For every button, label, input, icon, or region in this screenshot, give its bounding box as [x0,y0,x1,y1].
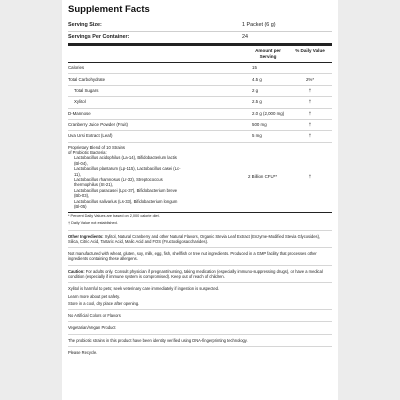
nutrient-row [68,120,332,131]
caution-statement [68,269,332,280]
nutrient-name: Total Sugars [74,87,99,93]
other-ingredients [68,234,332,245]
nutrient-row [68,109,332,120]
nutrient-row [68,97,332,108]
strain-line: (Bl-05) [74,204,87,210]
divider [68,230,332,231]
nutrient-row [68,131,332,142]
strain-line: Lactobacillus salivarius (Ls-33), Bifidobacterium longum [74,198,178,204]
nutrient-daily-value: † [308,122,312,128]
blend-amount: 2 Billion CFU** [248,174,278,180]
no-artificial-statement: No Artificial Colors or Flavors [68,313,121,319]
vegan-statement: Vegetarian/Vegan Product [68,325,116,331]
nutrient-row [68,74,332,85]
strain-line: (Bb-03), [74,193,90,199]
strain-line: Lactobacillus acidophilus (La-14), Bifidobacterium lactis [74,155,177,161]
nutrient-amount: 2 g [252,87,259,93]
serving-size-label: Serving Size: [68,22,102,28]
nutrient-amount: 2.0 g (2,000 mg) [252,110,285,116]
nutrient-amount: 5 mg [252,133,262,139]
storage-statement: Store in a cool, dry place after opening. [68,300,140,306]
blend-subtitle: of Probiotic Bacteria: [68,150,107,156]
nutrient-name: Xylitol [74,99,86,105]
serving-size-value: 1 Packet (6 g) [242,22,276,28]
nutrient-daily-value [288,65,332,71]
nutrient-daily-value: † [308,133,312,139]
blend-title: Proprietary Blend of 10 Strains [68,144,126,150]
strain-line: Lactobacillus plantarum (Lp-115), Lactobacillus casei (Lc- [74,166,181,172]
servings-per-container-label: Servings Per Container: [68,34,130,40]
supplement-facts-panel [62,0,338,400]
footnote-daily-value: * Percent Daily Values are based on 2,000 calorie diet. [68,213,160,218]
divider [68,265,332,266]
divider [68,346,332,347]
nutrient-daily-value: † [308,87,312,93]
servings-per-container-value: 24 [242,34,248,40]
panel-title: Supplement Facts [68,4,150,15]
other-ingredients-text: Xylitol, Natural Cranberry and other Natural Flavors, Organic Stevia Leaf Extract (Enzyme-Modified Stevia Glycosides), Silica, Citric Acid, Tartaric Acid, Malic Acid and FOS (Fructooligosaccharides). [68,233,321,244]
divider [68,334,332,335]
divider [68,321,332,322]
nutrient-amount: 15 [252,65,257,71]
divider [68,282,332,283]
nutrient-name: D-Mannose [68,110,91,116]
nutrient-daily-value: † [308,110,312,116]
xylitol-warning: Xylitol is harmful to pets; seek veterinary care immediately if ingestion is suspected. [68,286,220,292]
nutrient-daily-value: 2%* [305,76,315,82]
footnote-not-established: † Daily Value not established. [68,220,118,225]
nutrient-name: Calories [68,65,85,71]
caution-label: Caution: [68,268,85,274]
strain-line: Lactobacillus paracasei (Lpc-37), Bifidobacterium breve [74,187,178,193]
strain-line: thermophilus (St-21), [74,182,114,188]
proprietary-blend-row [68,143,332,213]
recycle-statement: Please Recycle. [68,350,98,356]
nutrient-row [68,86,332,97]
nutrient-name: Uva Ursi Extract (Leaf) [68,133,113,139]
strain-line: 11), [74,171,81,177]
nutrient-row [68,63,332,74]
amount-per-serving-header: Amount per Serving [255,48,281,59]
serving-size-row [68,20,332,32]
learn-more-link[interactable]: Learn more about pet safety. [68,293,121,299]
allergen-statement: Not manufactured with wheat, gluten, soy, milk, egg, fish, shellfish or tree nut ingredients. Produced in a GMP facility that processes other ingredients containing these allergens. [68,251,317,262]
blend-daily-value: † [308,174,312,180]
strain-line: Lactobacillus rhamnosus (Lr-32), Streptococcus [74,177,163,183]
nutrient-amount: 2.5 g [252,99,262,105]
nutrient-list [68,63,332,143]
strain-list [68,155,248,209]
divider [68,309,332,310]
table-header [68,46,332,63]
strain-line: (Bl-04), [74,160,88,166]
dna-verified-statement: The probiotic strains in this product have been identity verified using DNA-fingerprinting technology. [68,337,248,343]
nutrient-daily-value: † [308,99,312,105]
nutrient-name: Cranberry Juice Powder (Fruit) [68,122,129,128]
nutrient-amount: 4.5 g [252,76,262,82]
servings-per-container-row [68,32,332,46]
nutrient-amount: 500 mg [252,122,267,128]
divider [68,247,332,248]
caution-text: For adults only. Consult physician if pregnant/nursing, taking medication (especially immuno-suppressing drugs), or have a medical condition (especially if immune system is compromised). Keep out of reach of children. [68,268,323,279]
daily-value-header: % Daily Value [295,48,325,53]
other-ingredients-label: Other Ingredients: [68,233,104,239]
nutrient-name: Total Carbohydrate [68,76,106,82]
